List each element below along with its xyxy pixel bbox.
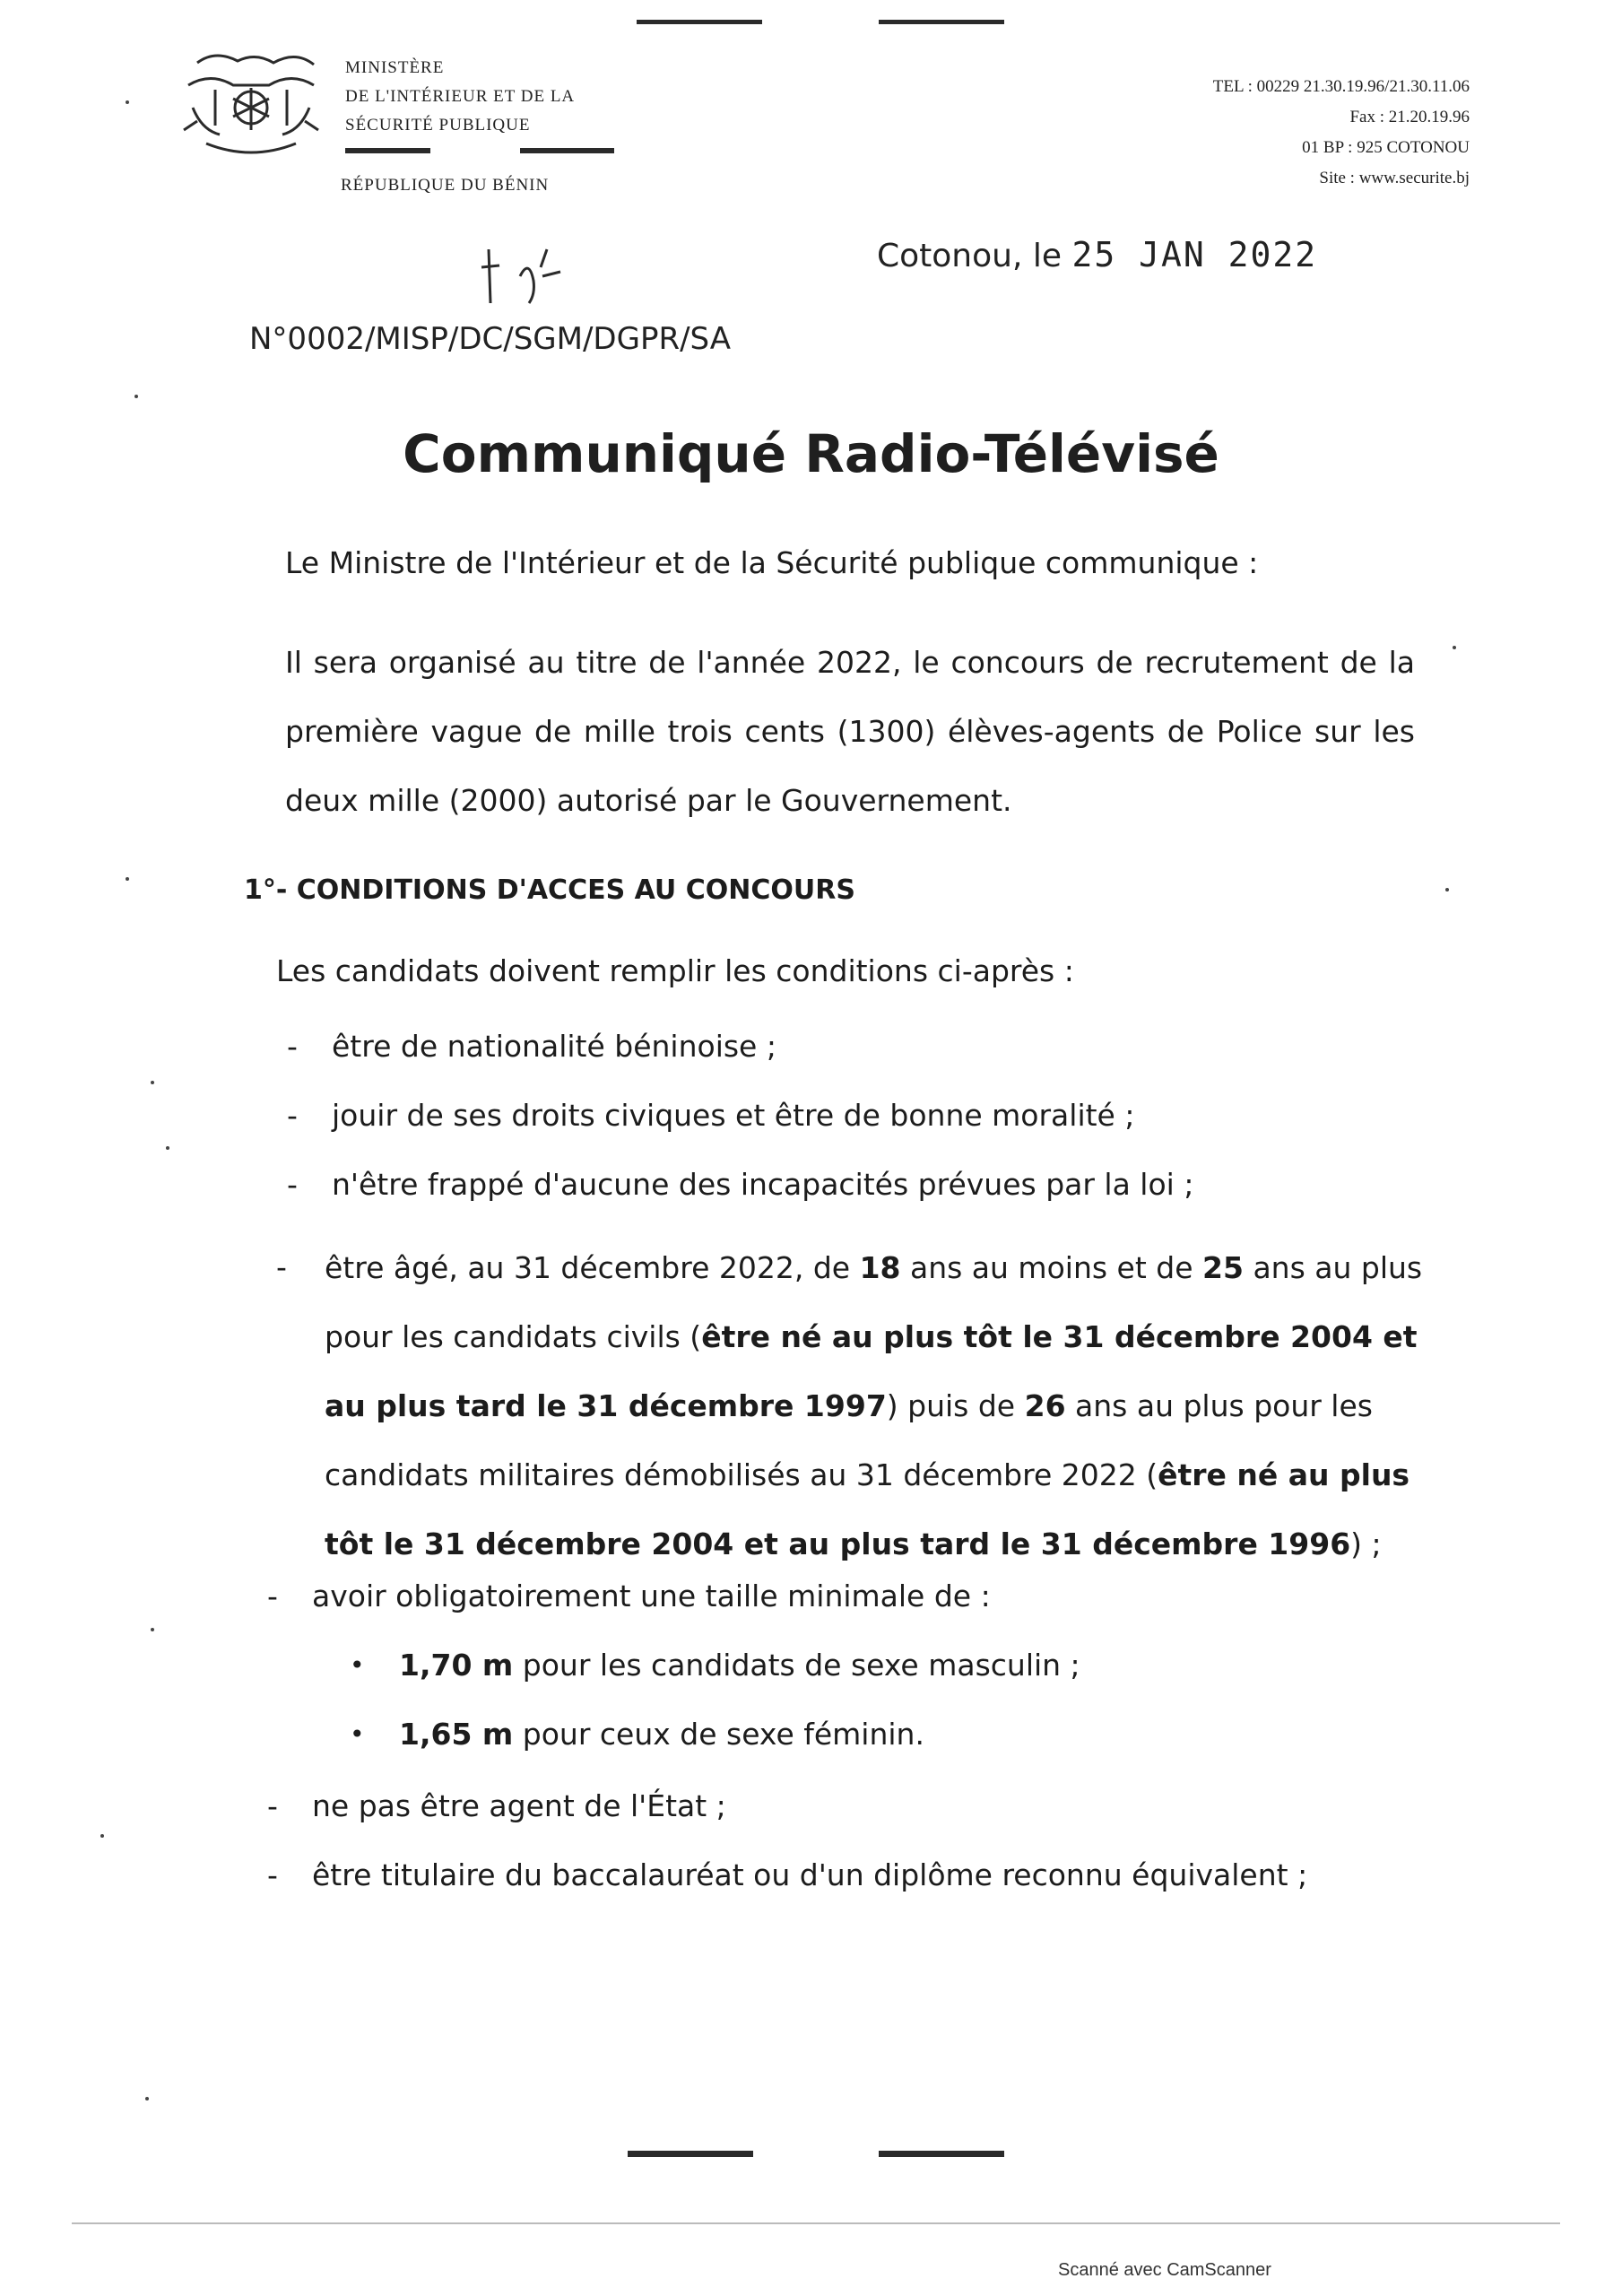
top-rule-left (637, 20, 762, 24)
scan-speck (1453, 646, 1456, 649)
contact-po-box: 01 BP : 925 COTONOU (1302, 138, 1470, 157)
height-text-female: pour ceux de sexe féminin. (513, 1717, 924, 1752)
scan-speck (151, 1081, 154, 1084)
list-dash: - (287, 1167, 298, 1202)
ministry-rule-right (520, 148, 614, 153)
bottom-rule-right (879, 2151, 1004, 2157)
scan-speck (126, 877, 129, 881)
age-max-civil: 25 (1202, 1250, 1244, 1285)
scan-speck (126, 100, 129, 104)
date-prefix: Cotonou, le (877, 238, 1062, 274)
scanner-watermark: Scanné avec CamScanner (1058, 2260, 1271, 2280)
scan-speck (151, 1628, 154, 1631)
age-text: ans au plus pour les candidats civils ( (325, 1250, 1423, 1354)
page-title: Communiqué Radio-Télévisé (403, 423, 1219, 484)
condition-item: jouir de ses droits civiques et être de bonne moralité ; (332, 1098, 1135, 1133)
top-rule-right (879, 20, 1004, 24)
reference-number: N°0002/MISP/DC/SGM/DGPR/SA (249, 321, 731, 357)
age-min-civil: 18 (859, 1250, 901, 1285)
height-value-female: 1,65 m (399, 1717, 514, 1752)
age-text: ) ; (1350, 1526, 1382, 1561)
list-dash: - (267, 1578, 278, 1613)
list-dash: - (276, 1249, 287, 1284)
contact-fax: Fax : 21.20.19.96 (1349, 108, 1470, 126)
section-heading: 1°- CONDITIONS D'ACCES AU CONCOURS (244, 874, 855, 906)
date-line (877, 235, 1317, 274)
list-dash: - (287, 1029, 298, 1064)
date-stamp: 25 JAN 2022 (1071, 235, 1318, 274)
ministry-line: DE L'INTÉRIEUR ET DE LA (345, 87, 576, 106)
height-item-male (399, 1648, 1080, 1683)
age-text: ) puis de (886, 1388, 1025, 1423)
list-dash: - (267, 1788, 278, 1823)
condition-item: être de nationalité béninoise ; (332, 1029, 776, 1064)
height-text-male: pour les candidats de sexe masculin ; (513, 1648, 1080, 1683)
bullet-dot: • (350, 1719, 365, 1749)
birth-range-civil: être né au plus tôt le 31 décembre 2004 et au plus tard le 31 décembre 1997 (325, 1319, 1418, 1423)
scan-speck (1445, 888, 1449, 891)
age-max-military: 26 (1024, 1388, 1066, 1423)
scan-speck (100, 1834, 104, 1838)
age-text: ans au moins et de (900, 1250, 1203, 1285)
ministry-line: SÉCURITÉ PUBLIQUE (345, 116, 531, 135)
condition-item: ne pas être agent de l'État ; (312, 1788, 726, 1823)
birth-range-military: être né au plus tôt le 31 décembre 2004 et au plus tard le 31 décembre 1996 (325, 1457, 1410, 1561)
scan-speck (145, 2097, 149, 2100)
list-dash: - (267, 1857, 278, 1892)
ministry-header (345, 54, 575, 140)
height-item-female (399, 1717, 924, 1752)
age-condition-item (325, 1233, 1423, 1578)
announcement-paragraph: Il sera organisé au titre de l'année 2022, le concours de recrutement de la première vague de mille trois cents (1300) élèves-agents de Police sur les deux mille (2000) autorisé par le Gouvernement. (285, 645, 1415, 818)
bullet-dot: • (350, 1650, 365, 1680)
bottom-rule-left (628, 2151, 753, 2157)
bottom-border-line (72, 2222, 1560, 2224)
scan-speck (134, 395, 138, 398)
age-text: ans au plus pour les candidats militaires démobilisés au 31 décembre 2022 ( (325, 1388, 1373, 1492)
contact-website: Site : www.securite.bj (1319, 169, 1470, 187)
contact-phone: TEL : 00229 21.30.19.96/21.30.11.06 (1212, 77, 1470, 96)
handwritten-annotation (480, 240, 569, 321)
condition-item: n'être frappé d'aucune des incapacités prévues par la loi ; (332, 1167, 1194, 1202)
ministry-rule-left (345, 148, 430, 153)
condition-item: être titulaire du baccalauréat ou d'un diplôme reconnu équivalent ; (312, 1857, 1308, 1892)
coat-of-arms-seal (170, 45, 332, 170)
height-value-male: 1,70 m (399, 1648, 514, 1683)
list-dash: - (287, 1098, 298, 1133)
scan-speck (166, 1146, 169, 1150)
age-text: être âgé, au 31 décembre 2022, de (325, 1250, 860, 1285)
republic-name: RÉPUBLIQUE DU BÉNIN (341, 176, 550, 195)
contact-block (1213, 72, 1470, 194)
conditions-intro: Les candidats doivent remplir les conditions ci-après : (276, 953, 1074, 988)
intro-sentence: Le Ministre de l'Intérieur et de la Sécurité publique communique : (285, 545, 1259, 580)
ministry-line: MINISTÈRE (345, 58, 445, 77)
height-condition: avoir obligatoirement une taille minimale de : (312, 1578, 991, 1613)
